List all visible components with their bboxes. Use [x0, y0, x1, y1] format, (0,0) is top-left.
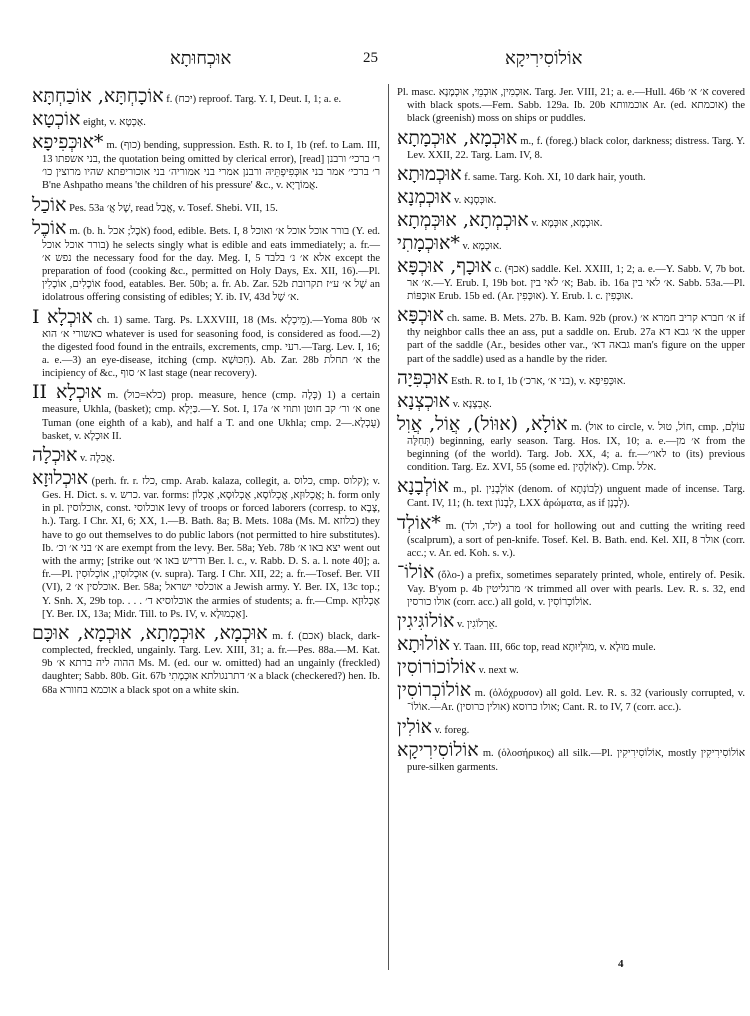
entry-headword: אוֹלוֹכוֹרוֹסִין — [397, 656, 476, 679]
entry-headword: אוּכְלָא II — [32, 381, 102, 404]
entry-headword: אוֹכְטָא — [32, 108, 81, 130]
entry-definition: m. (כוף) bending, suppression. Esth. R. to I, 1b (ref. to Lam. III, 13 בני אשפתו, the quotation being omitted by clerical error), [read] ר׳ ברכי׳ ורבנן ר׳ ברכי׳ אמר בני אוּכְּפִיפְתֵּיהּ ורבנן אמרי בני אמוריה׳ בני אוכוריפתא שהיו מרוצין כו׳ B'ne Ashpatho means 'the children of his pressure' &c., v. אֲמוֹרָיָא. — [42, 140, 381, 192]
entry-headword: אוּכְמָא, אוּכְמָתָא — [397, 126, 518, 149]
entry-definition: (perh. fr. r. כלז, cmp. Arab. kalaza, collegit, a. כלוס, cmp. קלוס); v. Ges. H. Dict. s. v. כרש. var. forms: אֲכְלוּזָא, אֲכְלוֹסָא, אֻכְלוּסָא, אַכְלוֹזְ; h. form only in pl. אוכלוסין, const. אוכלוסי levy of troops or forced laborers (corresp. to צָבָא, h.). Targ. I Chr. XI, 6; XX, 1.—B. Bath. 8a; B. Mets. 108a (Ms. M. כלוזא) they have to go out themselves to do public labors (not permitted to hire substitutes). Ib. א׳ בני א׳ וכ׳ are exempt from the levy. Ber. 58a; Yeb. 78b יצא באו א׳ went out with the army; [strike out ודריש באו א׳ Ber. l. c., v. Rabb. D. S. a. l. note 40]; a. fr.—Pl. אוּכְלוּסִין, אוֹכְלוּסִין (v. supra). Targ. I Chr. XII, 22; a. fr.—Tosef. Ber. VII (VI), 2 אוכלסין א׳. Ber. 58a; אוכלסי ישראל a Jewish army. Y. Ber. IX, 13c top.; Y. Snh. X, 29b top. . . . אוכלוסיא ד׳ the armies of students; a. fr.—Cmp. אַכְלוּזָא [Y. Ber. IX, 13a; Midr. Till. to Ps. IV, v. אַכְמוּלָא]. — [42, 476, 381, 620]
right-running-headword: אוֹלוֹסִירִיקָא — [505, 48, 583, 68]
entry-headword: אוֹלִין — [397, 715, 432, 738]
entry-headword: *אוֹלְד — [397, 511, 441, 534]
entry-definition: v. אֵרְלוֹגִין. — [457, 619, 498, 631]
entry-headword: *אוּכְּפִיפָא — [32, 131, 104, 153]
dictionary-entry — [397, 305, 745, 366]
entry-definition: v. אוּכְּסְנָא. — [454, 194, 497, 206]
dictionary-entry — [32, 218, 380, 305]
left-column — [32, 86, 380, 699]
entry-headword: אוֹכָחְתָּא, אוֹכַחְתָּא — [32, 85, 164, 107]
entry-definition: m., pl. אוֹלְבָנִין (denom. of לְבוֹנְתָא) unguent made of incense. Targ. Cant. IV, 11; (h. text לְבָנוֹן, LXX ἀρώματα, as if לְבָנָן). — [407, 484, 745, 510]
dictionary-entry — [32, 307, 380, 381]
left-running-headword: אוּכְחוּתָא — [170, 48, 232, 68]
dictionary-entry — [397, 128, 745, 162]
entry-headword: אוּכְמוּתָא — [397, 162, 462, 185]
entry-headword: אוּכְלָה — [32, 444, 78, 467]
dictionary-entry — [32, 195, 380, 216]
entry-definition: v. אֻבְצְנָא. — [452, 398, 492, 410]
entry-headword: אוֹלוֹכְרוֹסִין — [397, 679, 472, 702]
entry-definition: eight, v. אַכְטָא. — [83, 117, 146, 128]
entry-headword: אוֹלְבָנָא — [397, 475, 449, 498]
entry-definition: m. (כלא=כול) prop. measure, hence (cmp. כְּלָה) 1) a certain measure, Ukhla, (basket); cmp. כַּיְלָא.—Y. Sot. I, 17a א׳ ור׳ קב חוטן ותוזי א׳ one Tuman (one eighth of a kab), and half a T. and one Ukhla; cmp. עֻכְלָא.—2) basket, v. אוּכְלָא II. — [42, 390, 380, 442]
page-number: 25 — [363, 50, 378, 66]
entry-headword: אוּכְלוּזָא — [32, 467, 88, 490]
entry-headword: אוּכְמְנָא — [397, 185, 452, 208]
dictionary-entry — [397, 414, 745, 475]
dictionary-entry — [397, 368, 745, 389]
dictionary-entry — [397, 717, 745, 738]
entry-definition: v. next w. — [478, 665, 519, 677]
signature-mark: 4 — [618, 958, 624, 970]
dictionary-entry — [32, 468, 380, 621]
dictionary-entry — [397, 476, 745, 510]
entry-headword: אוֹלָא, (אוּוֹל), אֲוֹל, אֲוִל — [397, 412, 568, 435]
entry-definition: Y. Taan. III, 66c top, read מוּלְיוּתָא, v. מוּלָא mule. — [452, 642, 656, 654]
dictionary-entry — [32, 86, 380, 107]
entry-definition: ch. 1) same. Targ. Ps. LXXVIII, 18 (Ms. מֵיכְלָא).—Yoma 80b א׳ כאשורי א׳ הוא whatever is used for seasoning food, is considered as food.—2) the digested food found in the entrails, excrements, cmp. רעי.—Targ. Lev. I, 16; a. e.—3) an eye-disease, itching (cmp. חִכּוּשָׁא). Ab. Zar. 28b א׳ תחלת the incipiency of &c., א׳ סוף last stage (near recovery). — [42, 314, 381, 380]
entry-headword: אוֹכַל — [32, 193, 67, 216]
entry-definition: f. (יכח) reproof. Targ. Y. I, Deut. I, 1; a. e. — [166, 94, 342, 105]
entry-headword: אוֹכֶל — [32, 216, 67, 239]
entry-headword: אוּכְלָא I — [32, 305, 93, 328]
running-header — [0, 48, 750, 76]
dictionary-entry — [32, 445, 380, 466]
dictionary-entry — [397, 210, 745, 231]
dictionary-entry — [397, 657, 745, 678]
entry-definition: v. אוּכְמָא. — [462, 240, 502, 252]
entry-headword: אוּכָף, אוּכְפָּא — [397, 254, 492, 277]
entry-headword: אוּכְפִּיָה — [397, 366, 449, 389]
entry-definition: v. foreg. — [434, 724, 470, 736]
entry-headword: אוֹלוֹסִירִיקָא — [397, 738, 479, 761]
entry-definition: m. f. (אכם) black, dark-complected, freckled, ungainly. Targ. Lev. XIII, 31; a. fr.—Pes. 88a.—M. Kat. 9b ההוה ליה ברתא א׳ Ms. M. (ed. our w. omitted) had an ungainly (freckled) daughter; Sabb. 80b. Git. 67b א׳ דתרנגולתא אוּכְמָתִי a black (checkered?) hen. Ib. 68a אוכמא בחוורא a black spot on a white skin. — [42, 631, 381, 696]
dictionary-entry — [397, 391, 745, 412]
dictionary-entry — [397, 634, 745, 655]
column-divider — [388, 84, 389, 970]
entry-definition: v. אוּכְמָא, אוּכְּמָא. — [531, 217, 603, 229]
dictionary-entry — [32, 109, 380, 130]
entry-definition: ch. same. B. Mets. 27b. B. Kam. 92b (prov.) א׳ חברא קריב חמרא א׳ if thy neighbor calls thee an ass, put a saddle on. Erub. 27a א׳ גבא דא the upper part of the saddle (Ar., besides other var., גבאה דא׳ man's figure on the upper part of the saddle) used as a handle by the rider. — [407, 313, 746, 365]
dictionary-entry — [397, 562, 745, 609]
dictionary-entry — [397, 187, 745, 208]
entry-headword: אוֹלוּתָא — [397, 633, 451, 656]
entry-definition: Pl. masc. אוּכְמִין, אוּכְמֵי, אוּכְמָנָא. Targ. Jer. VIII, 21; a. e.—Hull. 46b א׳ א׳ covered with black spots.—Fem. Sabb. 129a. Ib. 20b אוכמוותא Ar. (ed. אוכמתא) the black (greenish) moss on ships or puddles. — [397, 87, 745, 125]
dictionary-entry — [397, 513, 745, 560]
dictionary-entry — [397, 233, 745, 254]
entry-definition: m. (b. h. אֹכֶל; אכל) food, edible. Bets. I, 8 בורר אוכל אוכל א׳ ואוכל (Y. ed. בורר אוכל אוכל) he selects singly what is edible and eats immediately; a. fr.—נפש א׳ the necessary food for the day. Meg. I, 5 אלא א׳ נ׳ בלבד except the preparation of food (cooking &c., permitted on Holy Days, Ex. XII, 16).—Pl. אוֹכָלִים, אוֹכָלִין food, eatables. Ber. 50b; a. fr. Ab. Zar. 52b שֶׁל א׳ ע״ז תקרובת an idolatrous offering consisting of edibles; Y. ib. IV, 43d א׳ שֶׁל. — [42, 225, 381, 304]
entry-definition: Esth. R. to I, 1b (בני א׳ ,ארכ׳), v. אוּכְּפִיפָא. — [451, 375, 626, 387]
entry-definition: m., f. (foreg.) black color, darkness; distress. Targ. Y. Lev. XXII, 22. Targ. Lam. IV, 8. — [407, 135, 745, 161]
right-column — [397, 86, 745, 776]
entry-definition: Pes. 53a שֶׁל אֲ׳, read אֲבַל, v. Tosef. Shebi. VII, 15. — [69, 202, 278, 214]
entry-definition: (ὅλο-) a prefix, sometimes separately printed, whole, entirely of. Pesik. Vay. B'yom p. 4b א׳ מרגליטין trimmed all over with pearls. Lev. R. s. 32, end אולו כורסין (corr. acc.) all gold, v. אוֹלוֹכְרוֹסִין. — [407, 570, 745, 609]
dictionary-entry — [32, 623, 380, 697]
entry-definition: c. (אכף) saddle. Kel. XXIII, 1; 2; a. e.—Y. Sabb. V, 7b bot. א׳ אר.—Y. Erub. I, 19b bot. א׳ לאי בין; Bab. ib. 16a א׳ לאי בין. Sabb. 53a.—Pl. אוּכָפּוֹת Erub. 15b ed. (Ar. אוּכָּפִין). Y. Erub. l. c. אוּכָּפִין. — [407, 263, 745, 303]
entry-definition: v. אֲכִלָה. — [80, 453, 115, 465]
dictionary-entry — [32, 382, 380, 443]
entry-definition: f. same. Targ. Koh. XI, 10 dark hair, youth. — [464, 171, 646, 183]
entry-definition: m. (ילד, ולד) a tool for hollowing out and cutting the writing reed (scalprum), a sort of pen-knife. Tosef. Kel. B. Bath. end. Kel. XII, 8 אולר (corr. acc.; v. Ar. ed. Koh. s. v.). — [407, 520, 745, 559]
dictionary-entry — [32, 132, 380, 193]
entry-headword: אוּכְצְנָא — [397, 389, 451, 412]
entry-headword: אוּכְפָּא — [397, 304, 444, 327]
entry-definition: m. (ὁλόχρυσον) all gold. Lev. R. s. 32 (variously corrupted, v. אוֹלוֹ־.—Ar. אולו כרוסא (אולין כרוסין); Cant. R. to IV, 7 (corr. acc.). — [407, 688, 745, 714]
entry-headword: *אוּכְמָתִי — [397, 231, 460, 254]
entry-headword: אוּכְמְתָא, אוּכְּמְתָא — [397, 208, 529, 231]
dictionary-entry — [397, 256, 745, 303]
entry-headword: אוֹלוֹגִּיגִין — [397, 610, 455, 633]
dictionary-entry — [397, 740, 745, 774]
entry-definition: m. (ὁλοσήρικος) all silk.—Pl. אוֹלוֹסִירִיקִין, mostly אוֹלוֹסִירִיקִין pure-silken garments. — [407, 747, 746, 773]
entry-definition: m. (אול to circle, v. חוֹל, טוּל, cmp. עוֹלָם, תְּחִלָּה) beginning, early season. Targ. Hos. IX, 10; a. e.—א׳ מן from the beginning (of the world). Targ. Job. XX, 4; a. fr.—לאו׳׳ to (its) previous condition. Targ. Ez. XVI, 55 (some ed. לְאוֹלָהֶין). Cmp. אלל. — [407, 421, 745, 474]
entry-headword: אוֹלוֹ־ — [397, 561, 435, 584]
dictionary-entry — [397, 611, 745, 632]
dictionary-entry — [397, 86, 745, 126]
dictionary-entry — [397, 164, 745, 185]
dictionary-entry — [397, 680, 745, 714]
entry-headword: אוּכְמָא, אוּכְמָתָא, אוּכְמָא, אוּכָּם — [32, 622, 268, 645]
